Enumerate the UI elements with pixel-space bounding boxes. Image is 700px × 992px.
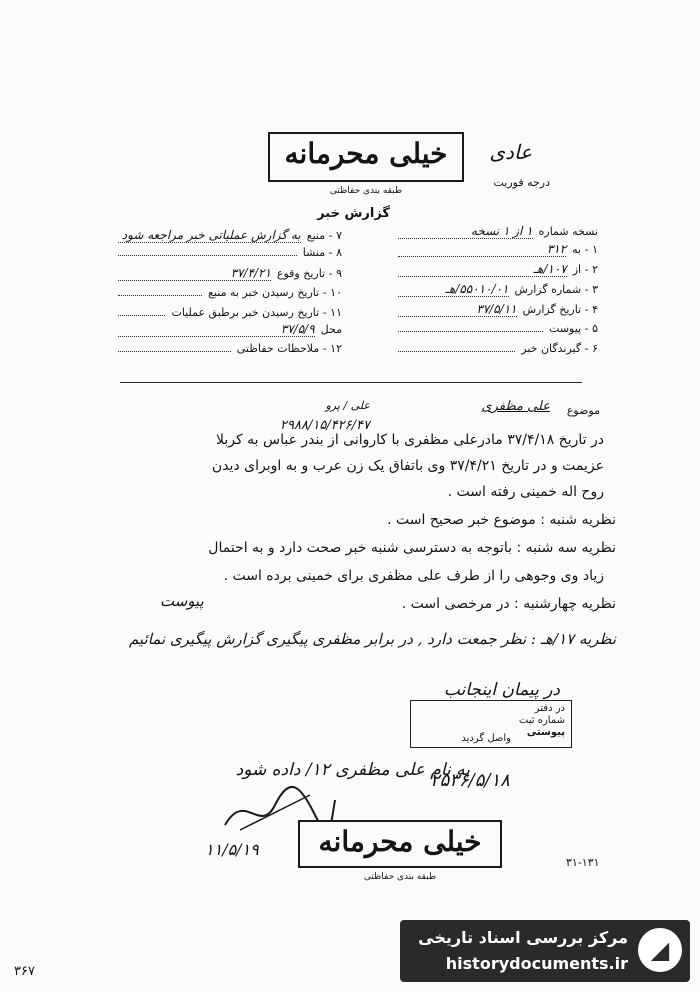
right-field-row — [398, 262, 598, 277]
left-field-label: ۱۲ - ملاحظات حفاظتی — [236, 342, 342, 355]
bottom-classification-stamp — [298, 820, 502, 882]
subject-annotation: علی / پرو — [325, 399, 370, 412]
left-field-row — [118, 286, 342, 299]
watermark-line2: historydocuments.ir — [445, 954, 628, 973]
top-classification-stamp — [268, 132, 464, 196]
right-field-row — [398, 242, 598, 257]
received-stamp — [410, 700, 572, 748]
report-body-line: نظریه ۱۷/هـ : نظر جمعت دارد , در برابر مظفری پیگیری گزارش پیگیری نمائیم — [129, 630, 616, 648]
report-body-line: زیاد وی وجوهی را از طرف علی مظفری برای خمینی برده است . — [223, 568, 604, 584]
report-body-line: در تاریخ ۳۷/۴/۱۸ مادرعلی مظفری با کاروانی از بندر عباس به کربلا — [216, 432, 604, 448]
subject-value: علی مظفری — [481, 399, 550, 414]
left-field-value: ۳۷/۵/۹ — [118, 322, 315, 337]
left-field-value — [118, 255, 297, 256]
hand-note-line1: در پیمان اینجانب — [443, 680, 560, 700]
left-field-row — [118, 228, 342, 243]
report-title: گزارش خبر — [317, 206, 390, 221]
right-field-value — [398, 331, 543, 332]
report-body-line: نظریه شنبه : موضوع خبر صحیح است . — [387, 512, 616, 528]
header-divider — [120, 382, 582, 383]
right-field-label: ۶ - گیرندگان خبر — [521, 342, 598, 355]
form-code: ۳۱-۱۳۱ — [566, 856, 600, 869]
report-body-line: نظریه سه شنبه : باتوجه به دسترسی شنبه خبر صحت دارد و به احتمال — [208, 540, 616, 556]
report-body-line: روح اله خمینی رفته است . — [447, 484, 604, 500]
left-field-label: ۱۱ - تاریخ رسیدن خبر برطبق عملیات — [171, 306, 342, 319]
left-field-label: ۱۰ - تاریخ رسیدن خبر به منبع — [208, 286, 342, 299]
received-stamp-r1: در دفتر — [534, 703, 565, 714]
page-number: ۳۶۷ — [14, 964, 35, 979]
signature-date: ۱۱/۵/۱۹ — [205, 840, 259, 859]
hand-note-date: ۲۵۳۶/۵/۱۸ — [430, 770, 510, 791]
bottom-classification-text: خیلی محرمانه — [318, 825, 482, 858]
left-field-row — [118, 306, 342, 319]
left-field-label: ۸ - منشا — [302, 246, 342, 259]
right-field-value: ۱۰۷/هـ — [398, 262, 567, 277]
left-field-row — [118, 246, 342, 259]
top-classification-text: خیلی محرمانه — [284, 137, 448, 170]
received-stamp-r2: شماره ثبت — [518, 715, 565, 726]
priority-label: درجه فوریت — [493, 176, 550, 189]
left-field-value — [118, 351, 231, 352]
left-field-label: ۹ - تاریخ وقوع — [276, 267, 342, 280]
left-field-value — [118, 315, 165, 316]
top-classification-caption: طبقه بندی حفاظتی — [329, 186, 403, 196]
hand-note-line2: به نام علی مظفری ۱۲/ داده شود — [235, 760, 470, 780]
right-field-value: ۵۵۰۱۰/۰۱/هـ — [398, 282, 509, 297]
right-field-label: ۳ - شماره گزارش — [514, 283, 598, 296]
report-body-line: نظریه چهارشنبه : در مرخصی است . — [401, 596, 616, 612]
received-stamp-r3: پیوستی — [526, 727, 565, 738]
archive-watermark — [400, 920, 690, 982]
priority-handwriting: عادی — [489, 140, 532, 164]
subject-reference: ۲۹۸۸/۱۵/۴۲۶/۴۷ — [280, 418, 370, 433]
archive-emblem-icon: ◢ — [638, 928, 682, 972]
right-field-label: ۴ - تاریخ گزارش — [522, 303, 598, 316]
right-field-value — [398, 351, 515, 352]
left-field-row — [118, 342, 342, 355]
watermark-line1: مرکز بررسی اسناد تاریخی — [418, 928, 628, 947]
left-field-value: به گزارش عملیاتی خبر مراجعه شود — [118, 228, 301, 243]
left-field-label: محل — [320, 323, 342, 336]
left-field-row — [118, 322, 342, 337]
right-field-label: ۱ - به — [572, 243, 598, 256]
right-field-row — [398, 224, 598, 239]
right-field-row — [398, 282, 598, 297]
left-field-value: ۳۷/۴/۲۱ — [118, 266, 271, 281]
right-field-label: ۲ - از — [572, 263, 598, 276]
left-field-label: ۷ - منبع — [306, 229, 342, 242]
report-body-line: عزیمت و در تاریخ ۳۷/۴/۲۱ وی باتفاق یک زن عرب و به اوبرای دیدن — [211, 458, 604, 474]
right-field-row — [398, 302, 598, 317]
received-stamp-r4: واصل گردید — [461, 733, 511, 744]
right-field-value: ۳۱۲ — [398, 242, 566, 257]
right-field-label: ۵ - پیوست — [549, 322, 598, 335]
marginal-handwriting: پیوست — [160, 592, 204, 610]
subject-label: موضوع — [566, 404, 600, 417]
right-field-value: ۳۷/۵/۱۱ — [398, 302, 517, 317]
right-field-row — [398, 322, 598, 335]
bottom-classification-caption: طبقه بندی حفاظتی — [363, 872, 437, 882]
right-field-value: ۱ از ۱ نسخه — [398, 224, 533, 239]
left-field-row — [118, 266, 342, 281]
right-field-label: نسخه شماره — [538, 225, 598, 238]
right-field-row — [398, 342, 598, 355]
left-field-value — [118, 295, 202, 296]
